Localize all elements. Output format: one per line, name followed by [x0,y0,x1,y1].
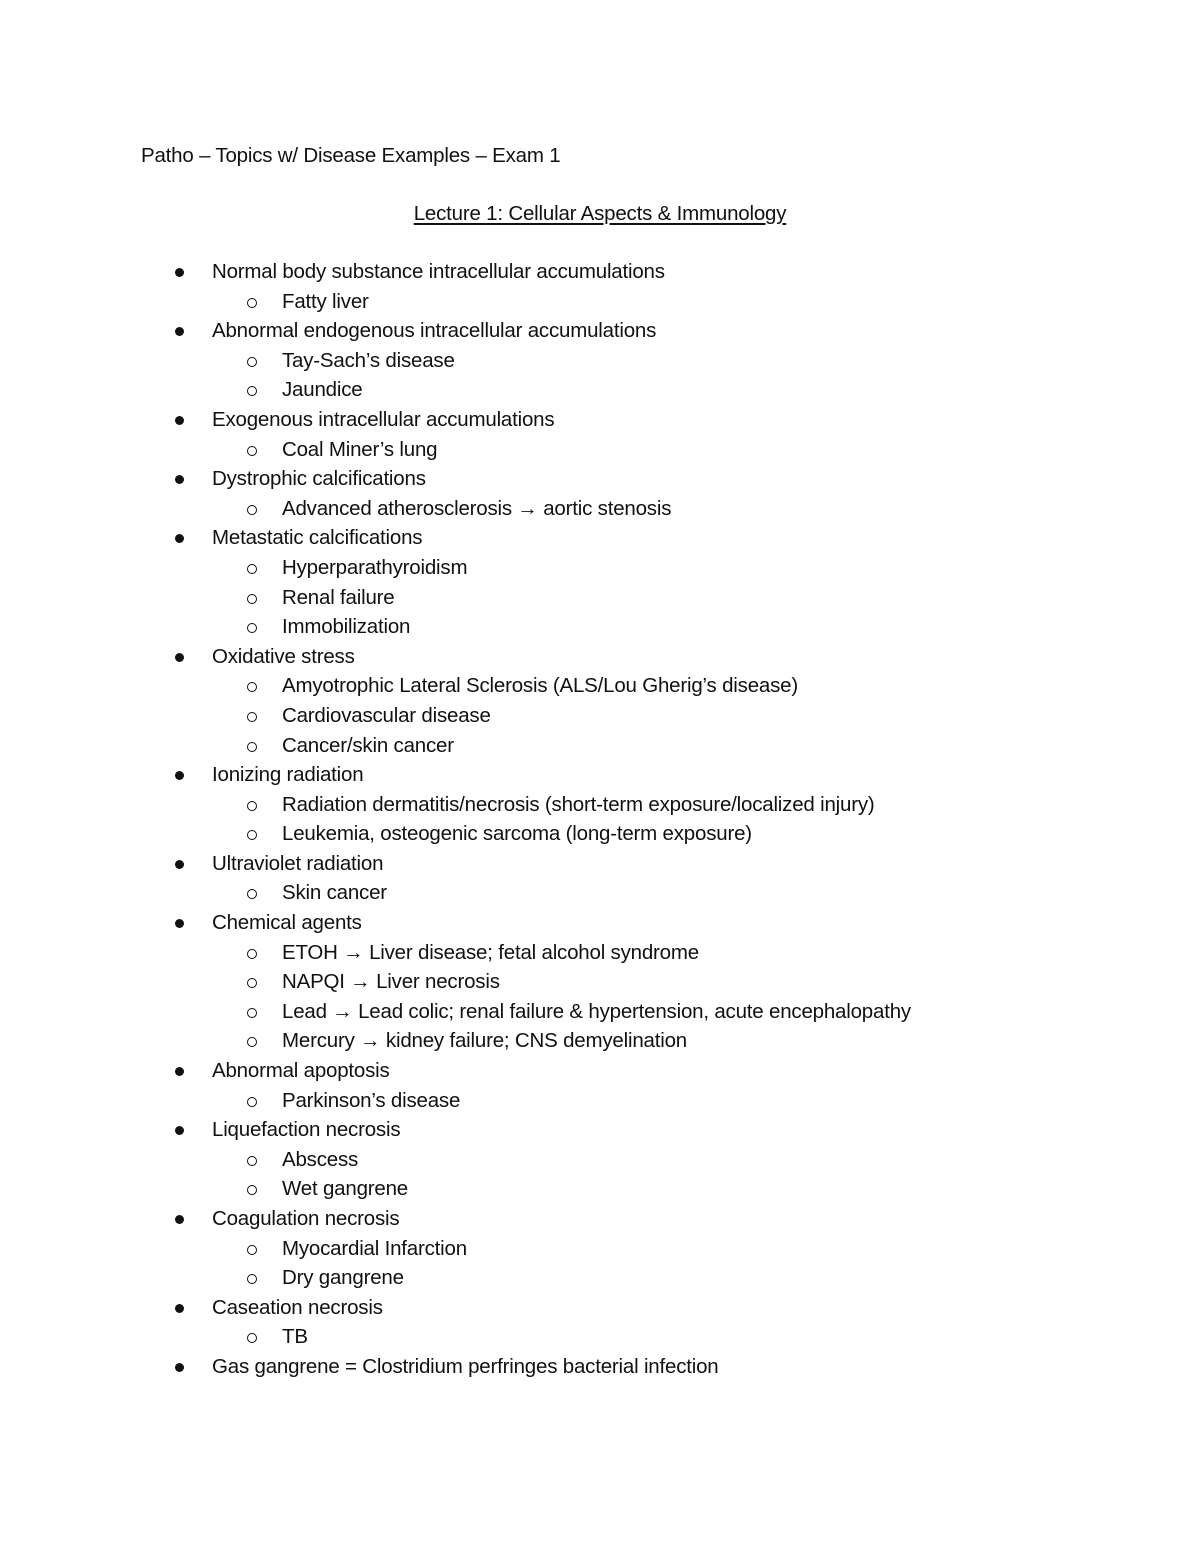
example-text: Wet gangrene [282,1177,409,1201]
example-text: NAPQI → Liver necrosis [282,970,500,994]
example-item [0,731,1200,761]
example-item [0,1086,1200,1116]
example-item [0,1234,1200,1264]
example-item [0,583,1200,613]
topic-text: Metastatic calcifications [212,526,423,550]
topic-item [0,316,1200,346]
topic-item [0,1352,1200,1382]
topic-item [0,405,1200,435]
topic-item [0,1204,1200,1234]
example-text: Mercury → kidney failure; CNS demyelination [282,1029,687,1053]
example-text: Immobilization [282,615,411,639]
example-text: Cancer/skin cancer [282,733,454,757]
example-text: Dry gangrene [282,1266,404,1290]
example-text: Leukemia, osteogenic sarcoma (long-term exposure) [282,822,752,846]
example-text: Abscess [282,1147,359,1171]
example-item [0,346,1200,376]
topic-item [0,642,1200,672]
example-item [0,1174,1200,1204]
example-text: Cardiovascular disease [282,703,491,727]
example-text: Radiation dermatitis/necrosis (short-term exposure/localized injury) [282,792,875,816]
example-item [0,997,1200,1027]
example-item [0,494,1200,524]
example-item [0,1145,1200,1175]
example-text: Fatty liver [282,289,369,313]
example-text: Skin cancer [282,881,387,905]
example-item [0,819,1200,849]
example-item [0,701,1200,731]
example-text: Coal Miner’s lung [282,437,438,461]
topic-item [0,1293,1200,1323]
example-item [0,967,1200,997]
example-item [0,790,1200,820]
topic-text: Normal body substance intracellular accumulations [212,260,665,283]
example-text: Amyotrophic Lateral Sclerosis (ALS/Lou Gherig’s disease) [282,674,798,698]
topic-item [0,523,1200,553]
example-item [0,287,1200,317]
example-text: Renal failure [282,585,395,609]
lecture-heading: Lecture 1: Cellular Aspects & Immunology [413,202,787,225]
topic-text: Dystrophic calcifications [212,467,426,491]
topic-item [0,464,1200,494]
document-title: Patho – Topics w/ Disease Examples – Exam 1 [141,144,561,167]
topic-text: Abnormal endogenous intracellular accumulations [212,319,657,343]
example-text: TB [282,1325,308,1349]
topic-text: Coagulation necrosis [212,1207,400,1230]
topic-item [0,1115,1200,1145]
topic-text: Liquefaction necrosis [212,1118,401,1142]
example-item [0,1322,1200,1352]
example-item [0,938,1200,968]
example-item [0,435,1200,465]
example-text: Advanced atherosclerosis → aortic stenosis [282,496,672,520]
topic-item [0,257,1200,287]
example-text: Parkinson’s disease [282,1088,461,1112]
topic-item [0,760,1200,790]
example-text: Myocardial Infarction [282,1236,467,1260]
example-item [0,1263,1200,1293]
topic-item [0,908,1200,938]
topic-outline [0,257,1200,1382]
topic-text: Caseation necrosis [212,1295,383,1319]
example-item [0,612,1200,642]
topic-item [0,1056,1200,1086]
example-item [0,878,1200,908]
topic-text: Abnormal apoptosis [212,1059,390,1083]
example-text: Tay-Sach’s disease [282,348,455,372]
topic-text: Exogenous intracellular accumulations [212,407,555,431]
topic-text: Ionizing radiation [212,763,364,787]
topic-text: Gas gangrene = Clostridium perfringes bacterial infection [212,1354,719,1378]
topic-text: Chemical agents [212,911,362,935]
example-text: Lead → Lead colic; renal failure & hypertension, acute encephalopathy [282,999,911,1023]
topic-text: Oxidative stress [212,644,355,668]
topic-item [0,849,1200,879]
example-item [0,1026,1200,1056]
example-item [0,671,1200,701]
example-text: ETOH → Liver disease; fetal alcohol syndrome [282,940,699,964]
example-item [0,375,1200,405]
topic-text: Ultraviolet radiation [212,851,384,875]
example-text: Jaundice [282,378,363,402]
example-text: Hyperparathyroidism [282,555,468,579]
example-item [0,553,1200,583]
